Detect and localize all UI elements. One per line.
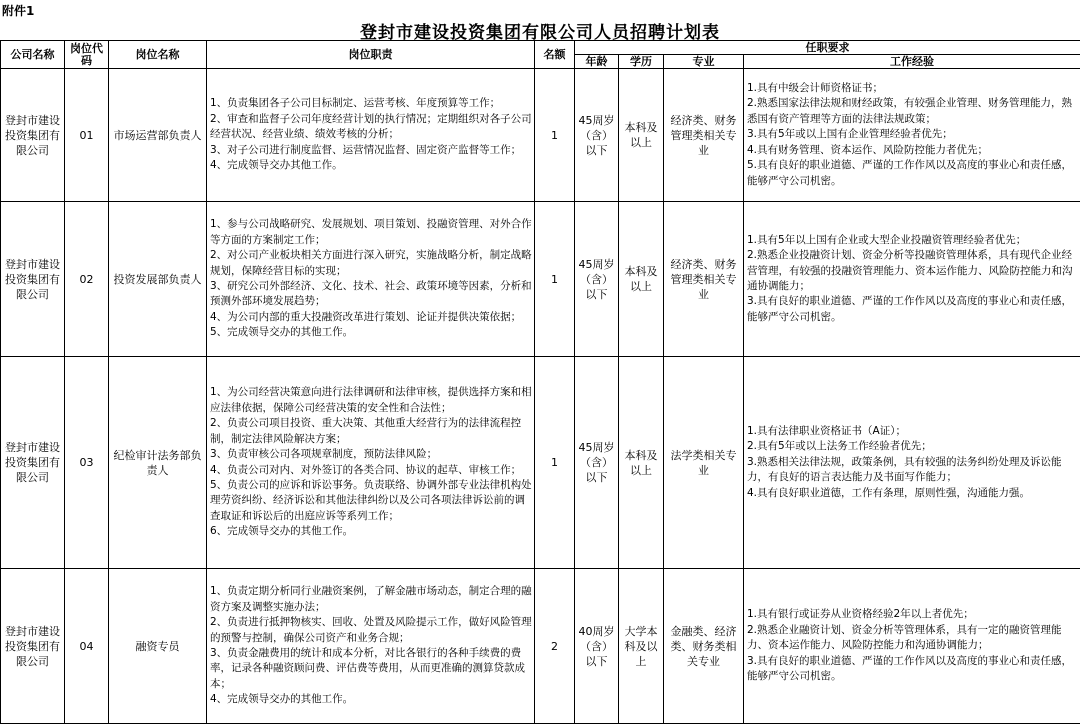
duty-line: 2、审查和监督子公司年度经营计划的执行情况；定期组织对各子公司经营状况、经营业绩、绩效考核的分析； bbox=[210, 112, 532, 141]
header-major: 专业 bbox=[664, 55, 744, 69]
experience-line: 5.具有良好的职业道德、严谨的工作作风以及高度的事业心和责任感，能够严守公司机密。 bbox=[747, 159, 1073, 187]
education-cell: 大学本科及以上 bbox=[619, 569, 664, 724]
code-cell: 04 bbox=[65, 569, 109, 724]
company-cell: 登封市建设投资集团有限公司 bbox=[1, 202, 65, 357]
major-cell: 经济类、财务管理类相关专业 bbox=[664, 69, 744, 202]
position-cell: 融资专员 bbox=[109, 569, 207, 724]
duty-line: 4、负责公司对内、对外签订的各类合同、协议的起草、审核工作； bbox=[210, 463, 522, 476]
duties-cell bbox=[207, 357, 535, 569]
age-cell: 45周岁（含）以下 bbox=[575, 202, 619, 357]
experience-cell bbox=[744, 357, 1080, 569]
duty-line: 6、完成领导交办的其他工作。 bbox=[210, 525, 354, 538]
duty-line: 2、负责公司项目投资、重大决策、其他重大经营行为的法律流程控制，制定法律风险解决方案； bbox=[210, 417, 522, 445]
age-cell: 40周岁（含）以下 bbox=[575, 569, 619, 724]
education-cell: 本科及以上 bbox=[619, 202, 664, 357]
table-row bbox=[1, 202, 1080, 357]
experience-line: 2.熟悉企业投融资计划、资金分析等投融资管理体系，具有现代企业经营管理，有较强的投融资管理能力、资本运作能力、风险防控能力和沟通协调能力； bbox=[747, 249, 1073, 292]
page-title: 登封市建设投资集团有限公司人员招聘计划表 bbox=[360, 23, 720, 43]
education-cell: 本科及以上 bbox=[619, 357, 664, 569]
header-age: 年龄 bbox=[575, 55, 619, 69]
duty-line: 1、负责定期分析同行业融资案例，了解金融市场动态，制定合理的融资方案及调整实施办法； bbox=[210, 585, 532, 613]
experience-line: 3.熟悉相关法律法规，政策条例，具有较强的法务纠纷处理及诉讼能力，有良好的语言表达能力及书面写作能力； bbox=[747, 455, 1062, 484]
experience-line: 1.具有中级会计师资格证书； bbox=[747, 82, 884, 95]
company-cell: 登封市建设投资集团有限公司 bbox=[1, 357, 65, 569]
experience-cell bbox=[744, 569, 1080, 724]
quota-cell: 1 bbox=[535, 357, 575, 569]
header-quota: 名额 bbox=[535, 41, 575, 69]
experience-line: 2.具有5年或以上法务工作经验者优先； bbox=[747, 440, 932, 453]
position-cell: 投资发展部负责人 bbox=[109, 202, 207, 357]
header-education: 学历 bbox=[619, 55, 664, 69]
code-cell: 02 bbox=[65, 202, 109, 357]
header-code: 岗位代码 bbox=[65, 41, 109, 69]
duty-line: 1、负责集团各子公司目标制定、运营考核、年度预算等工作； bbox=[210, 97, 501, 110]
age-cell: 45周岁（含）以下 bbox=[575, 69, 619, 202]
quota-cell: 2 bbox=[535, 569, 575, 724]
duty-line: 1、为公司经营决策意向进行法律调研和法律审核，提供选择方案和相应法律依据，保障公司经营决策的安全性和合法性； bbox=[210, 386, 532, 414]
experience-line: 2.熟悉国家法律法规和财经政策，有较强企业管理、财务管理能力，熟悉国有资产管理等方面的法律法规政策； bbox=[747, 97, 1073, 125]
experience-line: 4.具有良好职业道德，工作有条理，原则性强，沟通能力强。 bbox=[747, 486, 1031, 499]
duty-line: 1、参与公司战略研究、发展规划、项目策划、投融资管理、对外合作等方面的方案制定工作； bbox=[210, 218, 532, 246]
duty-line: 2、负责进行抵押物核实、回收、处置及风险提示工作，做好风险管理的预警与控制，确保公司资产和业务合规； bbox=[210, 616, 532, 644]
code-cell: 01 bbox=[65, 69, 109, 202]
table-row bbox=[1, 69, 1080, 202]
header-position: 岗位名称 bbox=[109, 41, 207, 69]
duty-line: 5、负责公司的应诉和诉讼事务。负责联络、协调外部专业法律机构处理劳资纠纷、经济诉讼和其他法律纠纷以及公司各项法律诉讼前的调查取证和诉讼后的出庭应诉等系列工作； bbox=[210, 478, 532, 522]
position-cell: 市场运营部负责人 bbox=[109, 69, 207, 202]
major-cell: 经济类、财务管理类相关专业 bbox=[664, 202, 744, 357]
header-row-1 bbox=[1, 41, 1080, 55]
duty-line: 2、对公司产业板块相关方面进行深入研究，实施战略分析，制定战略规划，保障经营目标的实现； bbox=[210, 249, 532, 277]
table-row bbox=[1, 569, 1080, 724]
experience-line: 3.具有5年或以上国有企业管理经验者优先； bbox=[747, 128, 953, 141]
experience-line: 1.具有银行或证券从业资格经验2年以上者优先； bbox=[747, 608, 974, 621]
experience-line: 4.具有财务管理、资本运作、风险防控能力者优先； bbox=[747, 143, 989, 156]
code-cell: 03 bbox=[65, 357, 109, 569]
duties-cell bbox=[207, 569, 535, 724]
education-cell: 本科及以上 bbox=[619, 69, 664, 202]
duty-line: 3、负责金融费用的统计和成本分析，对比各银行的各种手续费的费率，记录各种融资顾问费、评估费等费用，从而更准确的测算贷款成本； bbox=[210, 647, 525, 690]
header-company: 公司名称 bbox=[1, 41, 65, 69]
experience-line: 1.具有5年以上国有企业或大型企业投融资管理经验者优先； bbox=[747, 233, 1027, 246]
table-row bbox=[1, 357, 1080, 569]
attachment-label: 附件1 bbox=[2, 4, 35, 18]
duty-line: 4、完成领导交办其他工作。 bbox=[210, 159, 343, 172]
major-cell: 法学类相关专业 bbox=[664, 357, 744, 569]
duty-line: 3、负责审核公司各项规章制度，预防法律风险； bbox=[210, 448, 438, 461]
major-cell: 金融类、经济类、财务类相关专业 bbox=[664, 569, 744, 724]
quota-cell: 1 bbox=[535, 69, 575, 202]
duties-cell bbox=[207, 202, 535, 357]
header-experience: 工作经验 bbox=[744, 55, 1080, 69]
duty-line: 4、完成领导交办的其他工作。 bbox=[210, 693, 354, 706]
company-cell: 登封市建设投资集团有限公司 bbox=[1, 569, 65, 724]
position-cell: 纪检审计法务部负责人 bbox=[109, 357, 207, 569]
duties-cell bbox=[207, 69, 535, 202]
duty-line: 4、为公司内部的重大投融资改革进行策划、论证并提供决策依据； bbox=[210, 310, 522, 323]
header-duties: 岗位职责 bbox=[207, 41, 535, 69]
company-cell: 登封市建设投资集团有限公司 bbox=[1, 69, 65, 202]
duty-line: 3、对子公司进行制度监督、运营情况监督、固定资产监督等工作； bbox=[210, 143, 522, 156]
experience-line: 1.具有法律职业资格证书（A证）； bbox=[747, 424, 906, 437]
header-requirements: 任职要求 bbox=[575, 41, 1080, 55]
experience-line: 3.具有良好的职业道德、严谨的工作作风以及高度的事业心和责任感，能够严守公司机密。 bbox=[747, 654, 1073, 683]
quota-cell: 1 bbox=[535, 202, 575, 357]
duty-line: 3、研究公司外部经济、文化、技术、社会、政策环境等因素，分析和预测外部环境发展趋势； bbox=[210, 280, 532, 308]
experience-cell bbox=[744, 202, 1080, 357]
experience-cell bbox=[744, 69, 1080, 202]
experience-line: 2.熟悉企业融资计划、资金分析等管理体系，具有一定的融资管理能力、资本运作能力、风险防控能力和沟通协调能力； bbox=[747, 623, 1062, 652]
experience-line: 3.具有良好的职业道德、严谨的工作作风以及高度的事业心和责任感，能够严守公司机密。 bbox=[747, 295, 1073, 323]
recruitment-plan-table bbox=[0, 40, 1080, 724]
duty-line: 5、完成领导交办的其他工作。 bbox=[210, 326, 354, 339]
age-cell: 45周岁（含）以下 bbox=[575, 357, 619, 569]
